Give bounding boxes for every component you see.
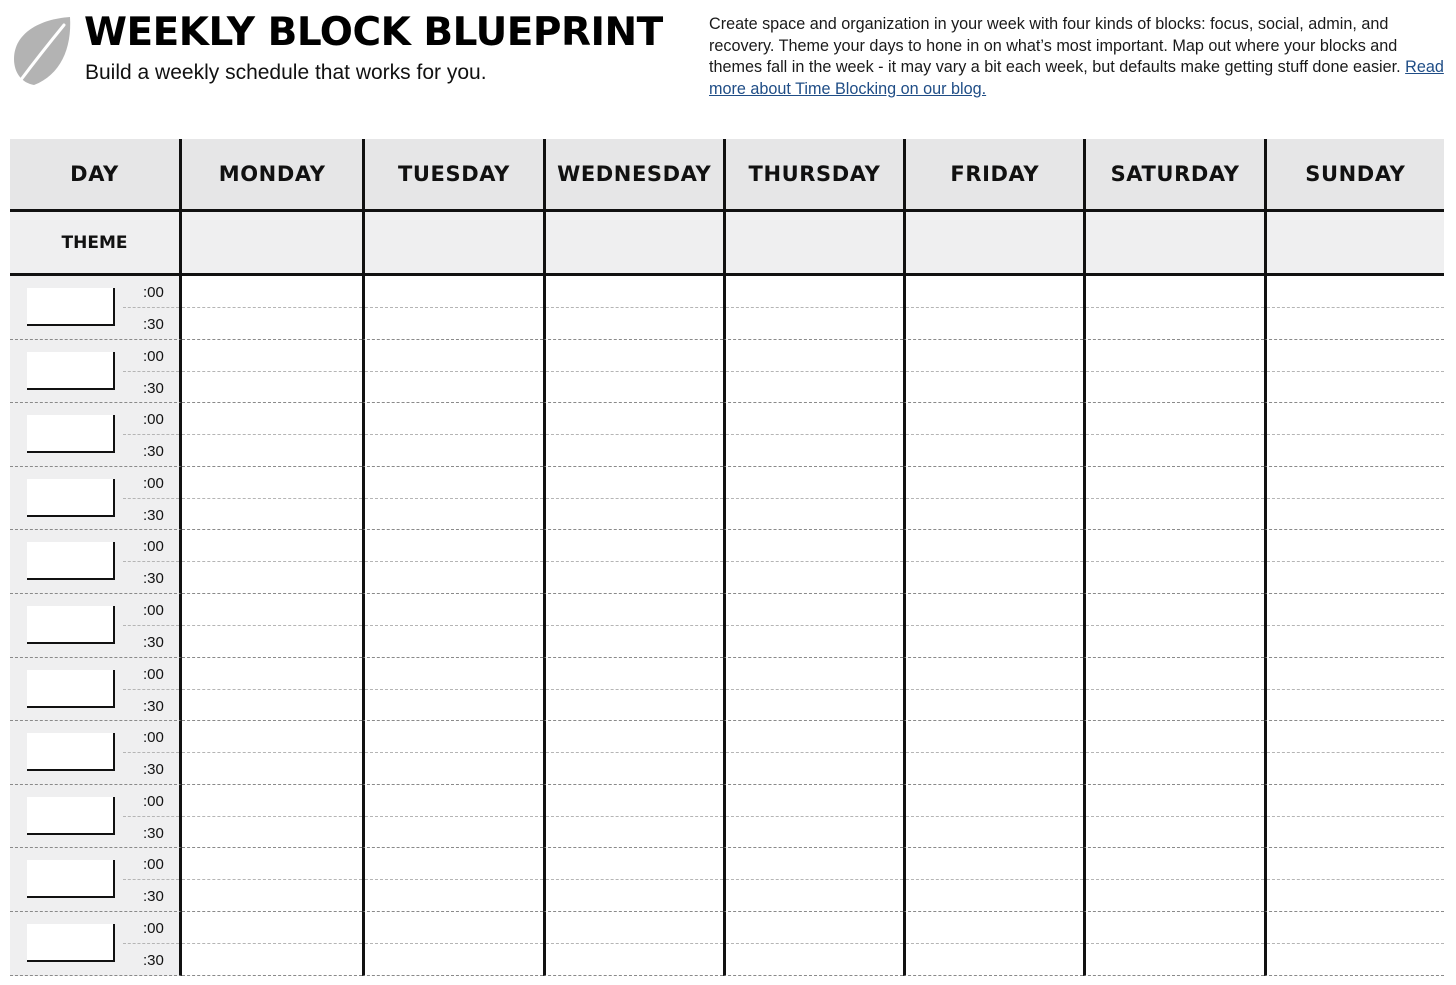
half-hour-divider — [546, 498, 723, 499]
time-slot-friday[interactable] — [903, 912, 1083, 976]
time-slot-saturday[interactable] — [1083, 658, 1263, 722]
time-slot-sunday[interactable] — [1264, 530, 1444, 594]
half-hour-divider — [546, 561, 723, 562]
hour-input-box[interactable] — [27, 288, 115, 326]
day-header-tuesday: TUESDAY — [362, 139, 542, 212]
half-hour-divider — [123, 816, 179, 817]
half-hour-divider — [726, 498, 903, 499]
half-hour-divider — [546, 689, 723, 690]
half-hour-divider — [906, 879, 1083, 880]
half-hour-divider — [906, 752, 1083, 753]
time-slot-wednesday[interactable] — [543, 276, 723, 340]
time-slot-friday[interactable] — [903, 276, 1083, 340]
theme-cell-sunday[interactable] — [1264, 212, 1444, 276]
time-slot-sunday[interactable] — [1264, 276, 1444, 340]
time-slot-friday[interactable] — [903, 594, 1083, 658]
half-hour-divider — [546, 816, 723, 817]
half-hour-divider — [726, 879, 903, 880]
time-slot-sunday[interactable] — [1264, 658, 1444, 722]
minute-mark-00: :00 — [143, 665, 164, 683]
half-hour-divider — [726, 689, 903, 690]
half-hour-divider — [1267, 689, 1444, 690]
half-hour-divider — [182, 689, 362, 690]
half-hour-divider — [123, 561, 179, 562]
time-slot-friday[interactable] — [903, 530, 1083, 594]
time-slot-monday[interactable] — [182, 785, 362, 849]
time-slot-wednesday[interactable] — [543, 721, 723, 785]
time-slot-sunday[interactable] — [1264, 403, 1444, 467]
hour-input-box[interactable] — [27, 860, 115, 898]
time-slot-friday[interactable] — [903, 403, 1083, 467]
hour-input-box[interactable] — [27, 542, 115, 580]
half-hour-divider — [182, 434, 362, 435]
half-hour-divider — [726, 752, 903, 753]
half-hour-divider — [546, 879, 723, 880]
time-slot-wednesday[interactable] — [543, 912, 723, 976]
hour-input-box[interactable] — [27, 797, 115, 835]
minute-mark-30: :30 — [143, 633, 164, 651]
time-slot-tuesday[interactable] — [362, 467, 542, 531]
half-hour-divider — [726, 816, 903, 817]
time-slot-tuesday[interactable] — [362, 912, 542, 976]
time-slot-saturday[interactable] — [1083, 785, 1263, 849]
time-slot-friday[interactable] — [903, 467, 1083, 531]
half-hour-divider — [182, 307, 362, 308]
time-slot-thursday[interactable] — [723, 530, 903, 594]
half-hour-divider — [123, 879, 179, 880]
hour-input-box[interactable] — [27, 479, 115, 517]
hour-label-cell — [10, 403, 182, 467]
time-slot-thursday[interactable] — [723, 594, 903, 658]
day-header-saturday: SATURDAY — [1083, 139, 1263, 212]
theme-row-label: THEME — [10, 212, 182, 276]
intro-description: Create space and organization in your week with four kinds of blocks: focus, social, admin, and recovery. Theme your days to hone in on what’s most important. Map out where your blocks and themes fall in the week - it may vary a bit each week, but defaults make getting stuff done easier. — [709, 15, 1401, 76]
time-slot-tuesday[interactable] — [362, 594, 542, 658]
page-title: WEEKLY BLOCK BLUEPRINT — [84, 10, 663, 55]
time-slot-sunday[interactable] — [1264, 848, 1444, 912]
leaf-icon — [10, 15, 74, 87]
half-hour-divider — [726, 561, 903, 562]
half-hour-divider — [906, 816, 1083, 817]
time-slot-monday[interactable] — [182, 403, 362, 467]
half-hour-divider — [182, 943, 362, 944]
hour-label-cell — [10, 848, 182, 912]
half-hour-divider — [906, 371, 1083, 372]
half-hour-divider — [1086, 943, 1263, 944]
time-slot-thursday[interactable] — [723, 848, 903, 912]
time-slot-wednesday[interactable] — [543, 848, 723, 912]
minute-mark-30: :30 — [143, 824, 164, 842]
time-slot-wednesday[interactable] — [543, 530, 723, 594]
minute-mark-30: :30 — [143, 379, 164, 397]
half-hour-divider — [726, 943, 903, 944]
time-slot-friday[interactable] — [903, 785, 1083, 849]
half-hour-divider — [546, 943, 723, 944]
time-slot-thursday[interactable] — [723, 403, 903, 467]
hour-input-box[interactable] — [27, 352, 115, 390]
time-slot-saturday[interactable] — [1083, 276, 1263, 340]
time-slot-saturday[interactable] — [1083, 912, 1263, 976]
half-hour-divider — [906, 561, 1083, 562]
minute-mark-00: :00 — [143, 792, 164, 810]
half-hour-divider — [365, 371, 542, 372]
minute-mark-30: :30 — [143, 506, 164, 524]
time-slot-sunday[interactable] — [1264, 340, 1444, 404]
time-slot-thursday[interactable] — [723, 276, 903, 340]
half-hour-divider — [1267, 816, 1444, 817]
time-slot-monday[interactable] — [182, 912, 362, 976]
half-hour-divider — [1267, 498, 1444, 499]
half-hour-divider — [365, 498, 542, 499]
time-slot-saturday[interactable] — [1083, 721, 1263, 785]
hour-label-cell — [10, 530, 182, 594]
minute-mark-00: :00 — [143, 601, 164, 619]
half-hour-divider — [123, 307, 179, 308]
time-slot-wednesday[interactable] — [543, 785, 723, 849]
time-slot-saturday[interactable] — [1083, 467, 1263, 531]
time-slot-tuesday[interactable] — [362, 721, 542, 785]
time-slot-tuesday[interactable] — [362, 403, 542, 467]
page-subtitle: Build a weekly schedule that works for you. — [85, 61, 487, 84]
half-hour-divider — [1267, 625, 1444, 626]
theme-cell-tuesday[interactable] — [362, 212, 542, 276]
time-slot-monday[interactable] — [182, 276, 362, 340]
half-hour-divider — [546, 307, 723, 308]
time-slot-monday[interactable] — [182, 721, 362, 785]
time-slot-saturday[interactable] — [1083, 848, 1263, 912]
time-slot-friday[interactable] — [903, 658, 1083, 722]
time-slot-saturday[interactable] — [1083, 594, 1263, 658]
half-hour-divider — [182, 561, 362, 562]
blog-link[interactable]: Read more about Time Blocking on our blog. — [709, 58, 1444, 98]
half-hour-divider — [182, 879, 362, 880]
time-slot-monday[interactable] — [182, 340, 362, 404]
hour-input-box[interactable] — [27, 670, 115, 708]
half-hour-divider — [365, 752, 542, 753]
hour-label-cell — [10, 276, 182, 340]
half-hour-divider — [1086, 307, 1263, 308]
half-hour-divider — [365, 816, 542, 817]
time-slot-tuesday[interactable] — [362, 785, 542, 849]
half-hour-divider — [1267, 434, 1444, 435]
half-hour-divider — [1267, 307, 1444, 308]
half-hour-divider — [546, 371, 723, 372]
minute-mark-00: :00 — [143, 284, 164, 301]
hour-input-box[interactable] — [27, 415, 115, 453]
time-slot-thursday[interactable] — [723, 340, 903, 404]
time-slot-saturday[interactable] — [1083, 340, 1263, 404]
half-hour-divider — [123, 625, 179, 626]
half-hour-divider — [123, 371, 179, 372]
half-hour-divider — [365, 561, 542, 562]
time-slot-saturday[interactable] — [1083, 403, 1263, 467]
time-slot-friday[interactable] — [903, 340, 1083, 404]
theme-cell-wednesday[interactable] — [543, 212, 723, 276]
minute-mark-30: :30 — [143, 761, 164, 779]
time-slot-thursday[interactable] — [723, 721, 903, 785]
half-hour-divider — [546, 434, 723, 435]
half-hour-divider — [365, 625, 542, 626]
half-hour-divider — [123, 752, 179, 753]
theme-cell-thursday[interactable] — [723, 212, 903, 276]
minute-mark-00: :00 — [143, 856, 164, 874]
time-slot-friday[interactable] — [903, 721, 1083, 785]
half-hour-divider — [906, 689, 1083, 690]
theme-cell-saturday[interactable] — [1083, 212, 1263, 276]
half-hour-divider — [1267, 879, 1444, 880]
half-hour-divider — [726, 625, 903, 626]
time-slot-thursday[interactable] — [723, 658, 903, 722]
time-slot-thursday[interactable] — [723, 467, 903, 531]
half-hour-divider — [365, 307, 542, 308]
minute-mark-30: :30 — [143, 951, 164, 969]
time-slot-tuesday[interactable] — [362, 530, 542, 594]
half-hour-divider — [182, 371, 362, 372]
time-slot-wednesday[interactable] — [543, 658, 723, 722]
half-hour-divider — [1086, 752, 1263, 753]
time-slot-wednesday[interactable] — [543, 403, 723, 467]
time-slot-thursday[interactable] — [723, 785, 903, 849]
half-hour-divider — [1267, 943, 1444, 944]
time-slot-tuesday[interactable] — [362, 340, 542, 404]
time-slot-tuesday[interactable] — [362, 658, 542, 722]
half-hour-divider — [365, 879, 542, 880]
day-column-header: DAY — [10, 139, 182, 212]
weekly-schedule-table — [10, 139, 1444, 985]
time-slot-wednesday[interactable] — [543, 467, 723, 531]
minute-mark-00: :00 — [143, 474, 164, 492]
time-slot-tuesday[interactable] — [362, 848, 542, 912]
day-header-sunday: SUNDAY — [1264, 139, 1444, 212]
time-slot-wednesday[interactable] — [543, 594, 723, 658]
minute-mark-30: :30 — [143, 697, 164, 715]
hour-input-box[interactable] — [27, 606, 115, 644]
hour-label-cell — [10, 467, 182, 531]
half-hour-divider — [123, 943, 179, 944]
half-hour-divider — [726, 307, 903, 308]
minute-mark-00: :00 — [143, 729, 164, 747]
half-hour-divider — [726, 371, 903, 372]
half-hour-divider — [1086, 434, 1263, 435]
time-slot-sunday[interactable] — [1264, 594, 1444, 658]
day-header-monday: MONDAY — [182, 139, 362, 212]
half-hour-divider — [182, 625, 362, 626]
half-hour-divider — [182, 752, 362, 753]
time-slot-monday[interactable] — [182, 467, 362, 531]
hour-label-cell — [10, 594, 182, 658]
time-slot-thursday[interactable] — [723, 912, 903, 976]
day-header-wednesday: WEDNESDAY — [543, 139, 723, 212]
time-slot-sunday[interactable] — [1264, 467, 1444, 531]
time-slot-sunday[interactable] — [1264, 721, 1444, 785]
minute-mark-30: :30 — [143, 316, 164, 333]
theme-cell-monday[interactable] — [182, 212, 362, 276]
half-hour-divider — [906, 307, 1083, 308]
time-slot-tuesday[interactable] — [362, 276, 542, 340]
half-hour-divider — [906, 625, 1083, 626]
time-slot-monday[interactable] — [182, 594, 362, 658]
minute-mark-30: :30 — [143, 888, 164, 906]
minute-mark-00: :00 — [143, 538, 164, 556]
half-hour-divider — [365, 943, 542, 944]
half-hour-divider — [1086, 879, 1263, 880]
half-hour-divider — [365, 434, 542, 435]
half-hour-divider — [1086, 498, 1263, 499]
hour-label-cell — [10, 340, 182, 404]
half-hour-divider — [1086, 816, 1263, 817]
half-hour-divider — [1267, 752, 1444, 753]
day-header-friday: FRIDAY — [903, 139, 1083, 212]
half-hour-divider — [1267, 561, 1444, 562]
half-hour-divider — [906, 434, 1083, 435]
half-hour-divider — [123, 689, 179, 690]
time-slot-sunday[interactable] — [1264, 785, 1444, 849]
half-hour-divider — [1086, 689, 1263, 690]
half-hour-divider — [546, 625, 723, 626]
hour-label-cell — [10, 658, 182, 722]
minute-mark-00: :00 — [143, 411, 164, 429]
hour-label-cell — [10, 785, 182, 849]
half-hour-divider — [906, 943, 1083, 944]
intro-text — [709, 14, 1444, 100]
half-hour-divider — [123, 498, 179, 499]
minute-mark-00: :00 — [143, 347, 164, 365]
hour-label-cell — [10, 721, 182, 785]
time-slot-monday[interactable] — [182, 848, 362, 912]
half-hour-divider — [1086, 371, 1263, 372]
minute-mark-00: :00 — [143, 919, 164, 937]
theme-cell-friday[interactable] — [903, 212, 1083, 276]
time-slot-friday[interactable] — [903, 848, 1083, 912]
half-hour-divider — [182, 498, 362, 499]
half-hour-divider — [1267, 371, 1444, 372]
half-hour-divider — [182, 816, 362, 817]
hour-input-box[interactable] — [27, 924, 115, 962]
half-hour-divider — [1086, 625, 1263, 626]
half-hour-divider — [906, 498, 1083, 499]
half-hour-divider — [123, 434, 179, 435]
hour-label-cell — [10, 912, 182, 976]
half-hour-divider — [1086, 561, 1263, 562]
time-slot-saturday[interactable] — [1083, 530, 1263, 594]
minute-mark-30: :30 — [143, 570, 164, 588]
time-slot-wednesday[interactable] — [543, 340, 723, 404]
minute-mark-30: :30 — [143, 443, 164, 461]
hour-input-box[interactable] — [27, 733, 115, 771]
half-hour-divider — [365, 689, 542, 690]
day-header-thursday: THURSDAY — [723, 139, 903, 212]
half-hour-divider — [726, 434, 903, 435]
time-slot-monday[interactable] — [182, 530, 362, 594]
time-slot-monday[interactable] — [182, 658, 362, 722]
half-hour-divider — [546, 752, 723, 753]
time-slot-sunday[interactable] — [1264, 912, 1444, 976]
